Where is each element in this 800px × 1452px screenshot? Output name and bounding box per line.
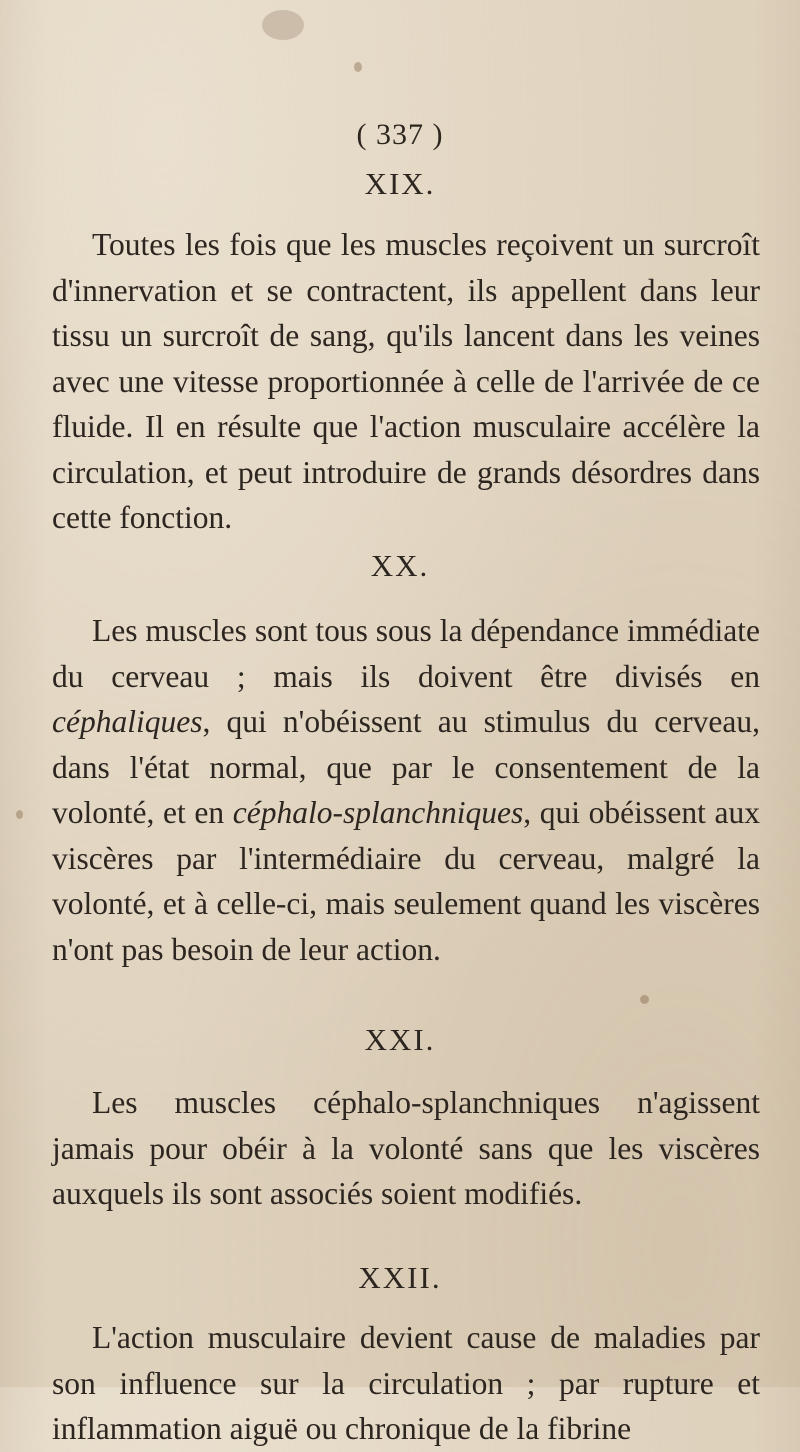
section-xix-paragraph [52, 222, 760, 541]
term-cephalo-splanchniques: céphalo-splanchniques [232, 795, 524, 830]
ink-stain [262, 10, 304, 40]
section-xx-text-3: , qui obéissent aux viscères par l'intermédiaire du cerveau, malgré la volonté, et à celle-ci, mais seulement quand les viscères n'ont pas besoin de leur action. [52, 795, 761, 967]
section-xx-paragraph [52, 608, 760, 972]
section-xxii-paragraph [52, 1315, 760, 1452]
section-xx-text-2: , qui n'obéissent au stimulus du cerveau, dans l'état normal, que par le consentement de la volonté, et en [52, 704, 760, 830]
section-xxii-text: L'action musculaire devient cause de maladies par son influence sur la circulation ; par rupture et inflammation aiguë ou chronique de la fibrine [52, 1320, 760, 1446]
section-heading-xxi: XXI. [364, 1022, 436, 1057]
section-xxi-paragraph [52, 1080, 760, 1217]
page-number: ( 337 ) [356, 118, 444, 151]
section-heading-xxii: XXII. [358, 1260, 442, 1295]
ink-stain [16, 810, 23, 819]
ink-stain [354, 62, 362, 72]
section-xx-text-1: Les muscles sont tous sous la dépendance immédiate du cerveau ; mais ils doivent être divisés en [52, 613, 760, 694]
section-xix-text: Toutes les fois que les muscles reçoivent un surcroît d'innervation et se contractent, ils appellent dans leur tissu un surcroît de sang, qu'ils lancent dans les veines avec une vitesse proportionnée à celle de l'arrivée de ce fluide. Il en résulte que l'action musculaire accélère la circulation, et peut introduire de grands désordres dans cette fonction. [52, 227, 760, 535]
section-heading-xix: XIX. [364, 166, 436, 201]
ink-stain [640, 995, 649, 1004]
term-cephaliques: céphaliques [52, 704, 203, 739]
section-xxi-text: Les muscles céphalo-splanchniques n'agissent jamais pour obéir à la volonté sans que les viscères auxquels ils sont associés soient modifiés. [52, 1085, 760, 1211]
section-heading-xx: XX. [370, 548, 430, 583]
